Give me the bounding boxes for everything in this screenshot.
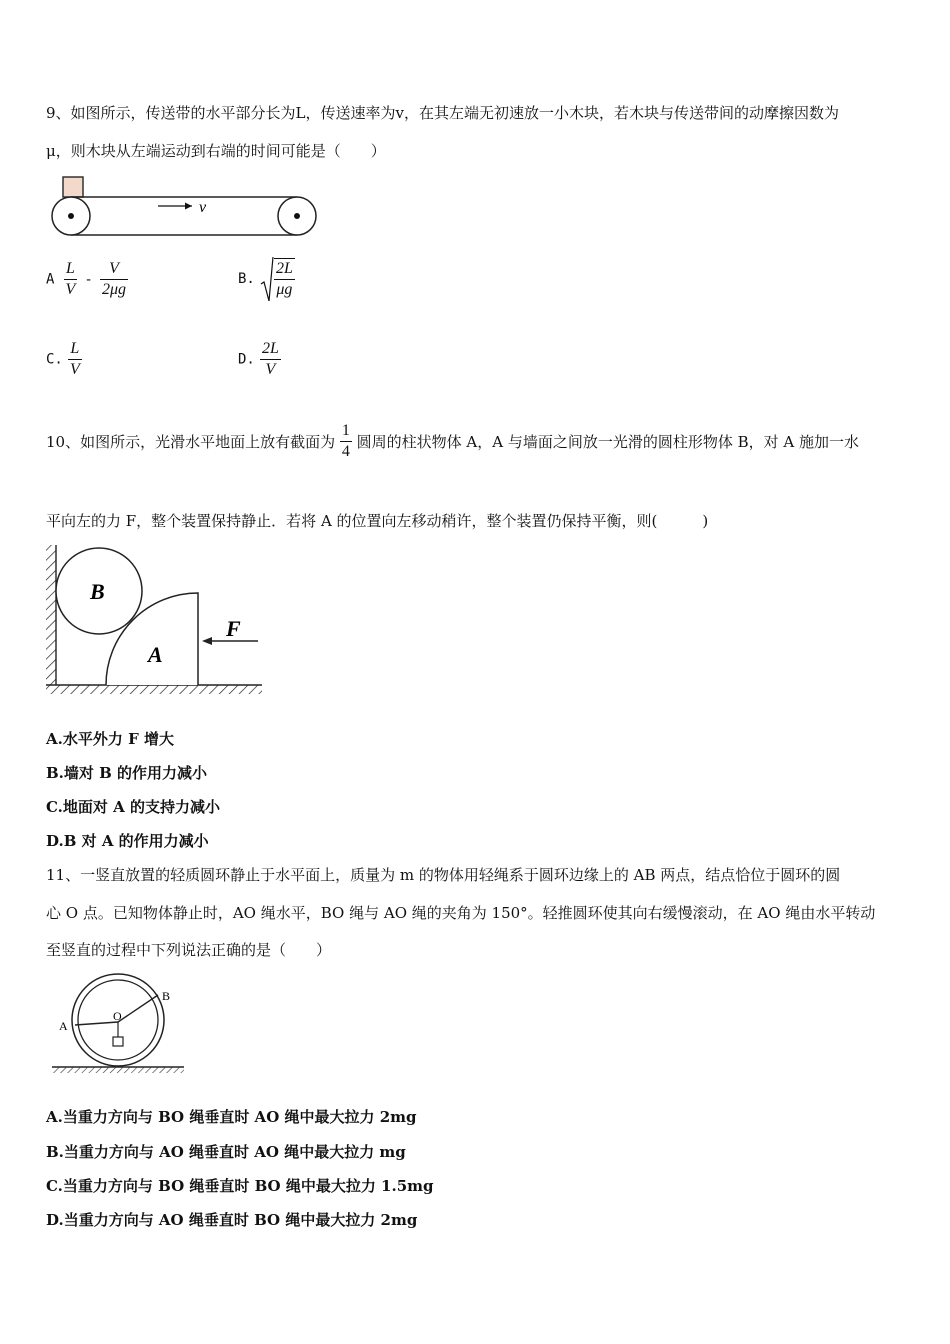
wood-block — [63, 177, 83, 197]
label-b: B — [162, 989, 171, 1003]
label-a: A — [59, 1019, 68, 1033]
q9-option-d: D. $\frac{2L}{V}$ — [238, 340, 279, 378]
q11-option-a: A.当重力方向与 BO 绳垂直时 AO 绳中最大拉力 2mg — [46, 1108, 417, 1126]
label-a: A — [148, 642, 163, 667]
velocity-label: v — [199, 199, 207, 216]
q9-stem-line2: μ，则木块从左端运动到右端的时间可能是（ ） — [46, 142, 386, 160]
q10-option-a: A.水平外力 F 增大 — [46, 730, 174, 748]
rope-ao — [75, 1022, 118, 1025]
q10-option-b: B.墙对 B 的作用力减小 — [46, 764, 208, 782]
cylinder-block-figure — [44, 542, 266, 698]
q9-option-b: B. $\frac{2L}{\mu g}$ — [238, 258, 295, 300]
q11-stem-line2: 心 O 点。已知物体静止时，AO 绳水平，BO 绳与 AO 绳的夹角为 150°。轻推圆环使其向右缓慢滚动，在 AO 绳由水平转动 — [46, 904, 876, 922]
q9-option-c: C. $\frac{L}{V}$ — [46, 340, 80, 378]
q10-stem-line2: 平向左的力 F，整个装置保持静止．若将 A 的位置向左移动稍许，整个装置仍保持平衡，则( ) — [46, 512, 709, 530]
conveyor-belt-figure — [46, 172, 326, 242]
rope-bo — [118, 995, 158, 1022]
mass-block — [113, 1037, 123, 1046]
label-f: F — [226, 616, 241, 641]
label-b: B — [90, 579, 105, 604]
q10-option-c: C.地面对 A 的支持力减小 — [46, 798, 220, 816]
q9-stem-line1: 9、如图所示，传送带的水平部分长为L，传送速率为v，在其左端无初速放一小木块，若木块与传送带间的动摩擦因数为 — [46, 104, 839, 122]
q9-option-a: A $\frac{L}{V}$ - $\frac{V}{2\mu g}$ — [46, 260, 126, 298]
ring-figure — [50, 970, 190, 1080]
q11-option-d: D.当重力方向与 AO 绳垂直时 BO 绳中最大拉力 2mg — [46, 1211, 418, 1229]
q10-option-d: D.B 对 A 的作用力减小 — [46, 832, 209, 850]
q11-stem-line3: 至竖直的过程中下列说法正确的是（ ） — [46, 941, 332, 959]
q10-stem-line1: 10、如图所示，光滑水平地面上放有截面为 $\frac{1}{4}$ 圆周的柱状物体 A，A 与墙面之间放一光滑的圆柱形物体 B，对 A 施加一水 — [46, 422, 860, 460]
q11-option-b: B.当重力方向与 AO 绳垂直时 AO 绳中最大拉力 mg — [46, 1143, 406, 1161]
label-o: O — [113, 1009, 122, 1023]
q11-stem-line1: 11、一竖直放置的轻质圆环静止于水平面上，质量为 m 的物体用轻绳系于圆环边缘上的 AB 两点，结点恰位于圆环的圆 — [46, 866, 841, 884]
q11-option-c: C.当重力方向与 BO 绳垂直时 BO 绳中最大拉力 1.5mg — [46, 1177, 434, 1195]
